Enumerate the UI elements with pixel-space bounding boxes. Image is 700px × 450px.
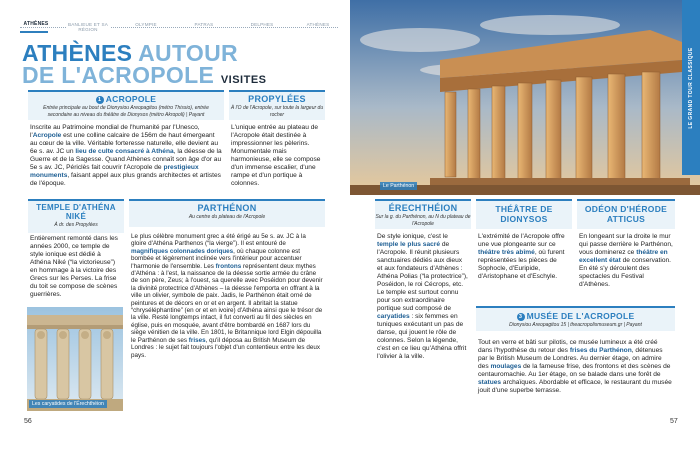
emphasis-text: prestigieux monuments (30, 164, 199, 179)
nav-item-athenes[interactable]: ATHÈNES (14, 22, 58, 27)
text-run: , détenues par le British Museum de Londres. Au dernier étage, on admire des (478, 347, 663, 370)
text-run: , faisant appel aux plus grands architectes et artistes de l'époque. (30, 172, 221, 187)
text-run: De style ionique, c'est le (377, 233, 448, 240)
emphasis-text: frises du Parthénon (569, 347, 632, 354)
title-visites: VISITES (220, 74, 267, 86)
parthenon-photo-caption: Le Parthénon (380, 182, 417, 190)
emphasis-text: statues (478, 379, 502, 386)
musee-badge: 3 (517, 313, 525, 321)
nav-active-indicator (20, 31, 48, 33)
odeon-text (579, 233, 673, 289)
nav-item-athenes-end[interactable]: ATHÈNES (296, 22, 340, 27)
propylees-heading: PROPYLÉES (248, 94, 306, 104)
odeon-header (577, 201, 675, 229)
emphasis-text: caryatides (377, 313, 410, 320)
text-run: Entièrement remonté dans les années 2000, ce temple de style ionique est dédié à Athéna Niké (“la victorieuse”) en hommage à la victoire des Grecs sur les Perses. La frise du toit se compose de scènes guerrières. (30, 235, 118, 298)
erechtheion-sub: Sur la g. du Parthénon, au N du plateau de l'Acropole (375, 214, 471, 227)
text-run: représentent deux mythes d'Athéna : à l'est, la naissance de la déesse sortie armée du crâne de son père, Zeus; à l'ouest, sa querelle avec Poséidon pour devenir la divinité protectrice d'Athènes – la déesse l'emporta en offrant à la ville un olivier, symbole de paix. Jadis, le Parthénon était orné de peintures et de décors en or et en argent. Il abritait la statue “chryséléphantine” (en or et en ivoire) d'Athéna ainsi que le trésor de la ville. Resté longtemps intact, il fut converti au fil des siècles en église, puis en mosquée, avant d'être bombardé en 1687 lors du siège vénitien de la ville. En 1801, le Britannique lord Elgin dépouilla le Parthénon de ses (131, 262, 323, 344)
text-run: L'unique entrée au plateau de l'Acropole était destinée à impressionner les pèlerins. Monumentale mais harmonieuse, elle se compose d'un immense escalier, d'une rampe et d'un portique à colonnes. (231, 124, 321, 187)
nike-sub: À dr. des Propylées (54, 222, 98, 228)
text-run: de conservation. En été s'y déroulent des spectacles du Festival d'Athènes. (579, 257, 671, 288)
text-run: de la fameuse frise, des frontons et des scènes de centauromachie. Au 1er étage, on se balade dans une forêt de (478, 363, 671, 378)
text-run: , qu'il déposa au British Museum de Londres : le sujet fait toujours l'objet d'un contentieux entre les deux pays. (131, 336, 320, 359)
erechtheion-header (375, 201, 471, 229)
caryatides-photo (27, 307, 123, 411)
nike-text (30, 235, 122, 299)
text-run: : six femmes en tuniques exécutant un pas de danse, qui jouent le rôle de colonnes. Selon la légende, c'est en ce lieu qu'Athéna offrit l'olivier à la ville. (377, 313, 467, 360)
chapter-nav (20, 22, 338, 36)
text-run: En longeant sur la droite le mur qui passe derrière le Parthénon, vous dominerez ce (579, 233, 673, 256)
musee-heading: MUSÉE DE L'ACROPOLE (526, 311, 635, 321)
side-tab[interactable] (682, 0, 700, 175)
acropole-sub: Entrée principale au bout de Dionysiou Areopagitou (métro Thissio), entrée secondaire au niveau du théâtre de Dionysos (métro Akropoli) | Payant (43, 105, 209, 118)
parthenon-heading: PARTHÉNON (197, 203, 257, 213)
emphasis-text: théâtre en excellent état (579, 249, 668, 264)
text-run: L'extrémité de l'Acropole offre une vue plongeante sur ce (478, 233, 565, 248)
nav-item-olympie[interactable]: OLYMPIE (124, 22, 168, 27)
dionysos-text (478, 233, 570, 281)
acropole-heading: ACROPOLE (105, 94, 157, 104)
emphasis-text: Acropole (32, 132, 62, 139)
erechtheion-heading: ÉRECHTHÉION (388, 203, 458, 213)
emphasis-text: magnifiques colonnades doriques (131, 247, 234, 255)
emphasis-text: théâtre très abîmé (478, 249, 535, 256)
parthenon-illustration (350, 0, 700, 195)
text-run: , la déesse de la Guerre et de la Sagesse. Quand Athènes connaît son âge d'or au 5e s av. JC, Périclès fait couvrir l'Acropole de (30, 148, 222, 171)
acropole-text (30, 124, 222, 188)
caryatides-illustration (27, 307, 123, 411)
nav-item-delphes[interactable]: DELPHES (240, 22, 284, 27)
parthenon-text (131, 233, 323, 359)
text-run: , où chaque colonne est bombée et légèrement inclinée vers l'intérieur pour accentuer l'harmonie de l'ensemble. Les (131, 247, 302, 270)
page-number-right: 57 (670, 418, 678, 425)
emphasis-text: temple le plus sacré (377, 241, 441, 248)
emphasis-text: moulages (490, 363, 522, 370)
nike-header (28, 201, 124, 233)
dionysos-heading: THÉÂTRE DE DIONYSOS (495, 204, 553, 224)
text-run: , où furent représentées les pièces de Sophocle, d'Euripide, d'Aristophane et d'Eschyle. (478, 249, 565, 280)
text-run: Le plus célèbre monument grec a été érigé au 5e s. av. JC à la gloire d'Athéna Parthenos (“la vierge”). Il est entouré de (131, 233, 306, 248)
text-run: archaïques. Abordable et efficace, le restaurant du musée jouit d'une superbe terrasse. (478, 379, 672, 394)
acropole-header (28, 92, 224, 120)
page-title (22, 42, 342, 91)
odeon-heading: ODÉON D'HÉRODE ATTICUS (584, 204, 668, 224)
parthenon-sub: Au centre du plateau de l'Acropole (188, 214, 266, 220)
right-page (350, 0, 700, 450)
page-number-left: 56 (24, 418, 32, 425)
emphasis-text: frises (188, 336, 206, 344)
propylees-header (229, 92, 325, 120)
text-run: Tout en verre et bâti sur pilotis, ce musée lumineux a été créé dans l'hypothèse du retour des (478, 339, 658, 354)
parthenon-photo (350, 0, 700, 195)
side-tab-label: LE GRAND TOUR CLASSIQUE (688, 46, 694, 129)
emphasis-text: lieu de culte consacré à Athéna (75, 148, 174, 155)
text-run: Inscrite au Patrimoine mondial de l'humanité par l'Unesco, l' (30, 124, 200, 139)
title-athenes: ATHÈNES (22, 40, 133, 66)
parthenon-header (129, 201, 325, 227)
musee-sub: Dionysiou Areopagitou 15 | theacropolismuseum.gr | Payant (509, 322, 642, 328)
musee-header (476, 308, 675, 331)
propylees-text (231, 124, 325, 188)
erechtheion-text (377, 233, 469, 361)
title-autour: AUTOUR (138, 40, 238, 66)
propylees-sub: À l'O de l'Acropole, sur toute la largeur du rocher (230, 105, 324, 118)
nike-heading: TEMPLE D'ATHÉNA NIKÉ (36, 203, 116, 221)
nav-item-patras[interactable]: PATRAS (182, 22, 226, 27)
title-acropole: DE L'ACROPOLE (22, 62, 215, 88)
caryatides-caption: Les caryatides de l'Érechthéion (29, 400, 107, 408)
text-run: est une colline calcaire de 156m de haut émergeant au cœur de la ville. Véritable forteresse naturelle, elle devient au 6e s. av. JC un (30, 132, 219, 155)
nav-item-banlieue[interactable]: BANLIEUE ET SA RÉGION (68, 22, 108, 32)
acropole-badge: 1 (96, 96, 104, 104)
emphasis-text: frontons (215, 262, 242, 270)
musee-text (478, 339, 673, 395)
text-run: de l'Acropole. Il réunit plusieurs sanctuaires dédiés aux dieux et aux fondateurs d'Athènes : Athéna Polias (“la protectrice”), Poséidon, le roi Cécrops, etc. Le temple est surtout connu pour son extraordinaire portique sud composé de (377, 241, 468, 312)
dionysos-header (476, 201, 572, 229)
